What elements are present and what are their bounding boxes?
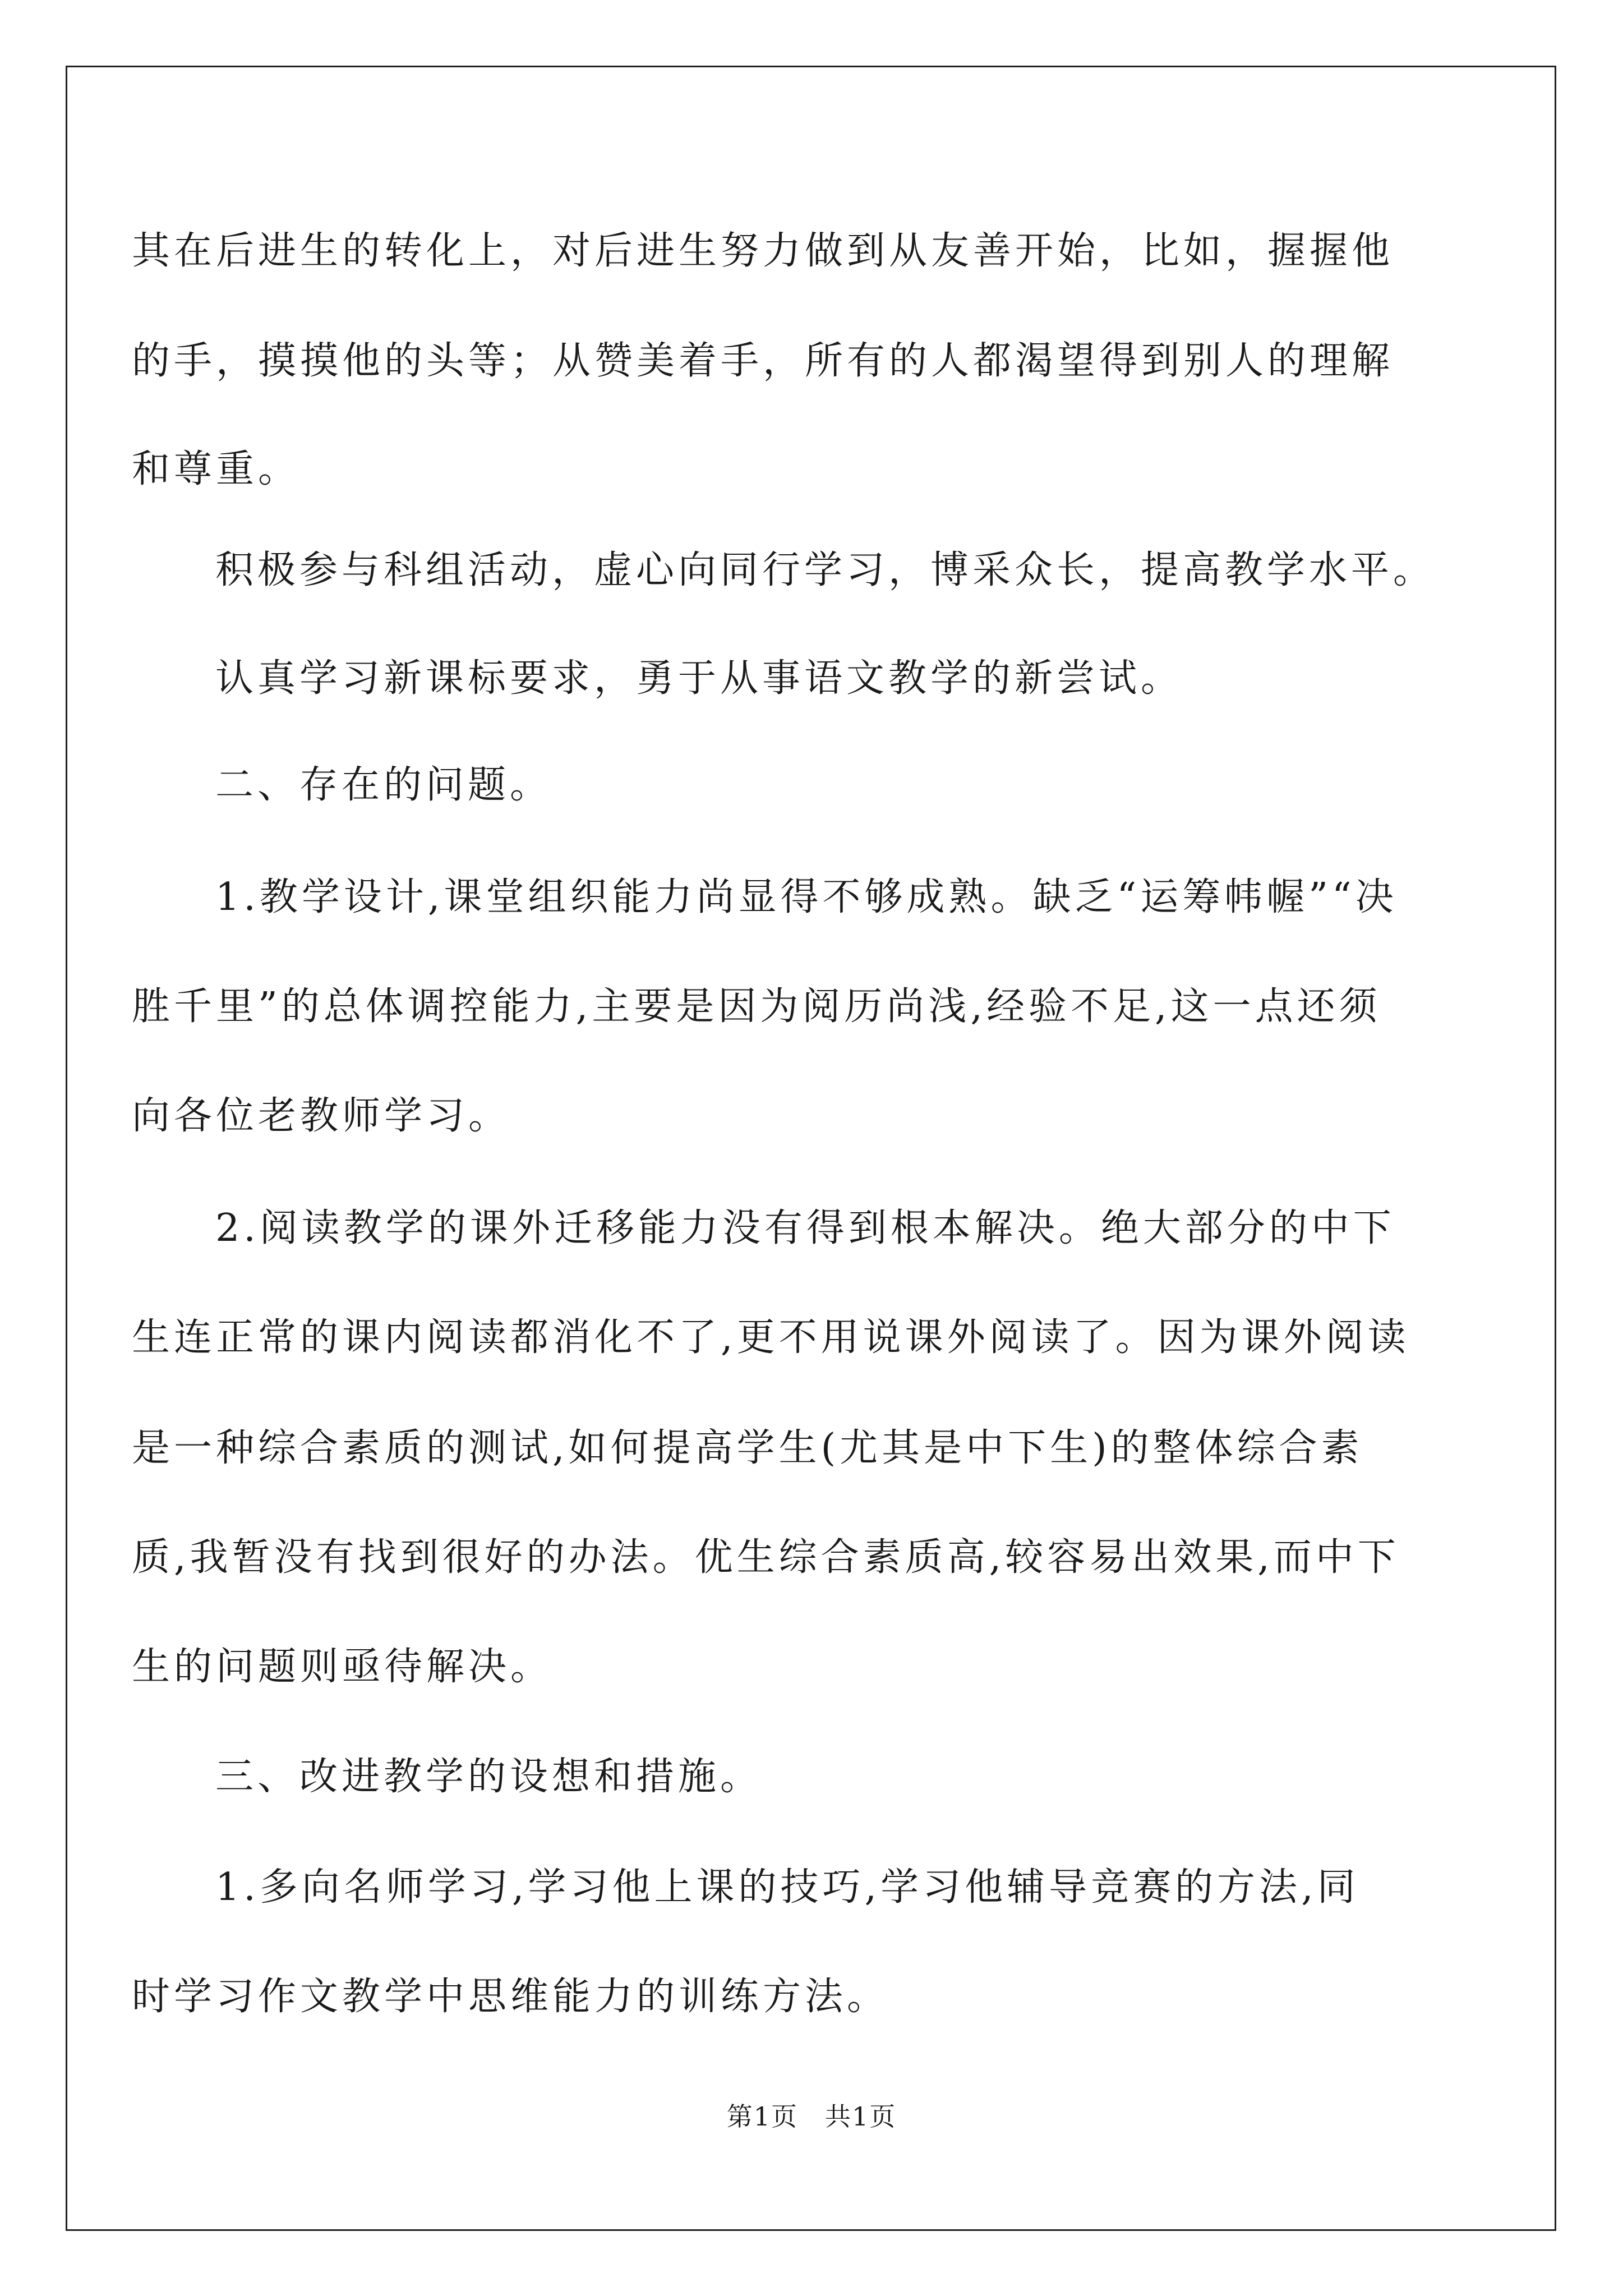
- text-line: 时学习作文教学中思维能力的训练方法。: [132, 1975, 889, 2019]
- section-heading: 二、存在的问题。: [215, 763, 552, 807]
- text-line: 生连正常的课内阅读都消化不了,更不用说课外阅读了。因为课外阅读: [132, 1315, 1410, 1360]
- paragraph-line: 1.教学设计,课堂组织能力尚显得不够成熟。缺乏“运筹帏幄”“决: [215, 875, 1398, 919]
- text-line: 是一种综合素质的测试,如何提高学生(尤其是中下生)的整体综合素: [132, 1426, 1363, 1470]
- text-line: 的手，摸摸他的头等；从赞美着手，所有的人都渴望得到别人的理解: [132, 339, 1394, 383]
- text-line: 质,我暂没有找到很好的办法。优生综合素质高,较容易出效果,而中下: [132, 1535, 1400, 1580]
- text-line: 和尊重。: [132, 447, 301, 491]
- paragraph-line: 2.阅读教学的课外迁移能力没有得到根本解决。绝大部分的中下: [215, 1206, 1395, 1250]
- paragraph-line: 1.多向名师学习,学习他上课的技巧,学习他辅导竞赛的方法,同: [215, 1865, 1359, 1910]
- paragraph-line: 认真学习新课标要求，勇于从事语文教学的新尝试。: [215, 656, 1183, 701]
- text-line: 向各位老教师学习。: [132, 1094, 511, 1138]
- text-line: 胜千里”的总体调控能力,主要是因为阅历尚浅,经验不足,这一点还须: [132, 984, 1381, 1029]
- text-line: 生的问题则亟待解决。: [132, 1645, 553, 1689]
- text-line: 其在后进生的转化上，对后进生努力做到从友善开始，比如，握握他: [132, 229, 1394, 273]
- section-heading: 三、改进教学的设想和措施。: [215, 1755, 763, 1799]
- page-footer: 第1页 共1页: [726, 2101, 897, 2132]
- paragraph-line: 积极参与科组活动，虚心向同行学习，博采众长，提高教学水平。: [215, 548, 1436, 592]
